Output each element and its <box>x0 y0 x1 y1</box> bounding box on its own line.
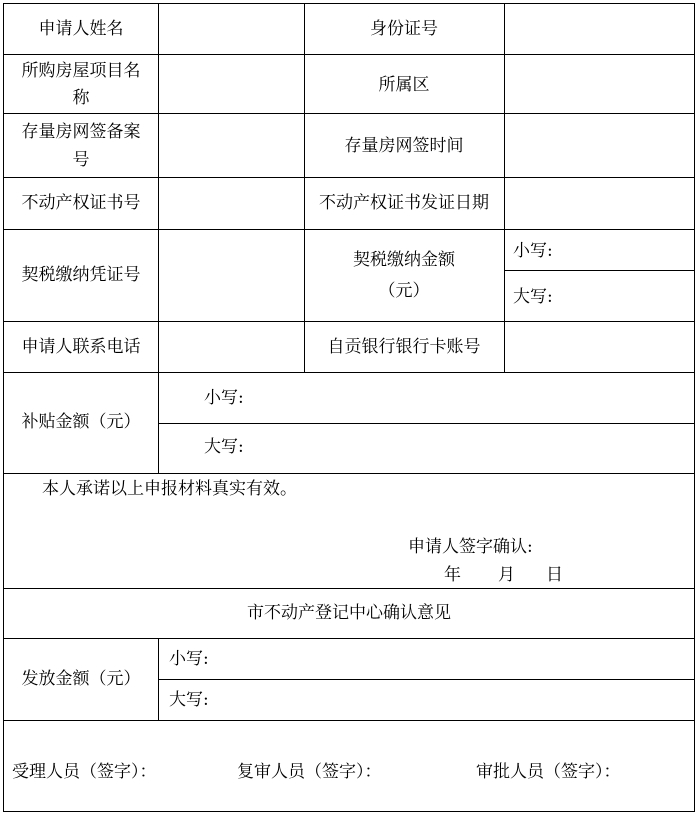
subsidy-uppercase-label: 大写: <box>204 437 244 457</box>
row-divider <box>159 679 694 680</box>
center-opinion-heading: 市不动产登记中心确认意见 <box>247 603 451 623</box>
pledge-statement: 本人承诺以上申报材料真实有效。 <box>42 479 297 499</box>
applicant-name-label: 申请人姓名 <box>38 19 124 39</box>
row-divider <box>4 113 694 114</box>
row-divider <box>4 229 694 230</box>
project-name-label-line1: 所购房屋项目名 <box>21 61 141 81</box>
row-divider <box>4 588 694 589</box>
contract-filing-label-line2: 号 <box>72 150 90 170</box>
approver-signature-label: 审批人员（签字）： <box>476 762 621 782</box>
bank-account-label: 自贡银行银行卡账号 <box>327 337 481 357</box>
issued-lowercase-label: 小写: <box>169 649 209 669</box>
district-label: 所属区 <box>378 75 430 95</box>
property-cert-date-label: 不动产权证书发证日期 <box>319 193 489 213</box>
deed-tax-voucher-label: 契税缴纳凭证号 <box>21 265 141 285</box>
contract-sign-time-label: 存量房网签时间 <box>344 136 464 156</box>
row-divider <box>4 638 694 639</box>
row-divider <box>159 423 694 424</box>
deed-tax-amount-label-line2: （元） <box>378 281 430 301</box>
issued-uppercase-label: 大写: <box>169 690 209 710</box>
subsidy-lowercase-label: 小写: <box>204 388 244 408</box>
column-divider <box>158 4 159 473</box>
issued-amount-label: 发放金额（元） <box>21 669 141 689</box>
project-name-label-line2: 称 <box>72 88 90 108</box>
subsidy-amount-label: 补贴金额（元） <box>21 412 141 432</box>
deed-tax-uppercase-label: 大写: <box>513 287 553 307</box>
row-divider <box>4 321 694 322</box>
applicant-signature-label: 申请人签字确认: <box>408 537 533 557</box>
row-divider <box>505 270 694 271</box>
reviewer-signature-label: 复审人员（签字）： <box>237 762 382 782</box>
column-divider <box>304 4 305 372</box>
applicant-phone-label: 申请人联系电话 <box>21 337 141 357</box>
row-divider <box>4 54 694 55</box>
row-divider <box>4 473 694 474</box>
handler-signature-label: 受理人员（签字）： <box>12 762 157 782</box>
row-divider <box>4 720 694 721</box>
column-divider <box>504 4 505 372</box>
column-divider <box>158 638 159 720</box>
date-month-label: 月 <box>498 565 515 585</box>
subsidy-application-form <box>3 3 695 812</box>
contract-filing-label-line1: 存量房网签备案 <box>21 122 141 142</box>
id-number-label: 身份证号 <box>370 19 438 39</box>
date-year-label: 年 <box>444 565 461 585</box>
deed-tax-amount-label-line1: 契税缴纳金额 <box>353 250 455 270</box>
date-day-label: 日 <box>546 565 563 585</box>
property-cert-no-label: 不动产权证书号 <box>21 193 141 213</box>
row-divider <box>4 177 694 178</box>
deed-tax-lowercase-label: 小写: <box>513 241 553 261</box>
row-divider <box>4 372 694 373</box>
